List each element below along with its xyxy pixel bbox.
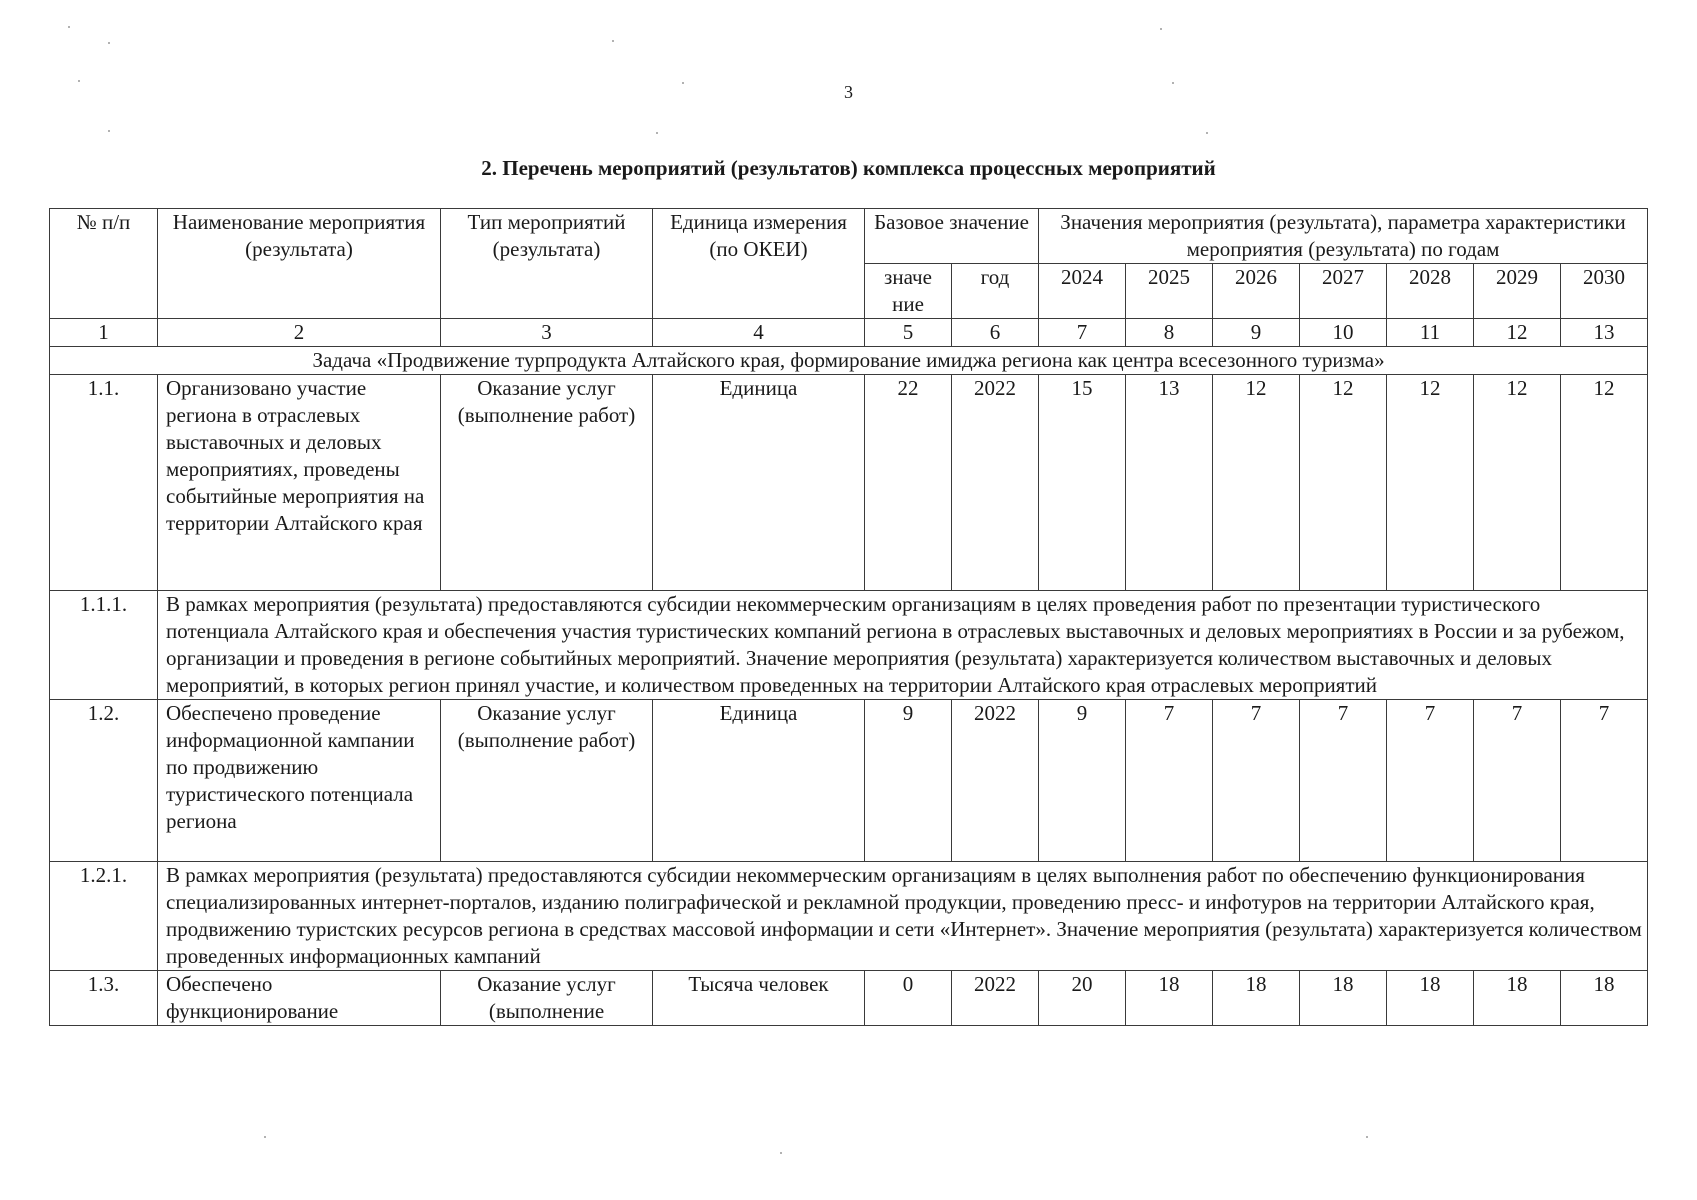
row-number: 1.2. xyxy=(50,700,158,862)
row-value-2029: 18 xyxy=(1474,971,1561,1026)
header-year: 2028 xyxy=(1387,264,1474,319)
header-base-year: год xyxy=(952,264,1039,319)
measures-table xyxy=(49,208,1648,1026)
header-year: 2029 xyxy=(1474,264,1561,319)
scan-speck xyxy=(1366,1136,1368,1138)
header-values: Значения мероприятия (результата), параметра характеристики мероприятия (результата) по годам xyxy=(1039,209,1648,264)
row-base-year: 2022 xyxy=(952,700,1039,862)
scan-speck xyxy=(78,80,80,82)
row-number: 1.3. xyxy=(50,971,158,1026)
column-number: 10 xyxy=(1300,319,1387,347)
row-base-value: 22 xyxy=(865,375,952,591)
header-row-1 xyxy=(50,209,1648,264)
row-type: Оказание услуг (выполнение работ) xyxy=(441,700,653,862)
column-number: 5 xyxy=(865,319,952,347)
column-number: 11 xyxy=(1387,319,1474,347)
column-number: 7 xyxy=(1039,319,1126,347)
table-row xyxy=(50,700,1648,862)
scan-speck xyxy=(108,42,110,44)
row-number: 1.1. xyxy=(50,375,158,591)
row-value-2029: 12 xyxy=(1474,375,1561,591)
row-value-2027: 18 xyxy=(1300,971,1387,1026)
row-value-2029: 7 xyxy=(1474,700,1561,862)
table-row xyxy=(50,971,1648,1026)
header-number: № п/п xyxy=(50,209,158,319)
row-base-year: 2022 xyxy=(952,375,1039,591)
scan-speck xyxy=(264,1136,266,1138)
row-unit: Тысяча человек xyxy=(653,971,865,1026)
task-row xyxy=(50,347,1648,375)
scan-speck xyxy=(656,132,658,134)
table-row xyxy=(50,375,1648,591)
row-number: 1.1.1. xyxy=(50,591,158,700)
column-numbers-row xyxy=(50,319,1648,347)
scan-speck xyxy=(68,26,70,28)
row-type: Оказание услуг (выполнение xyxy=(441,971,653,1026)
scan-speck xyxy=(1160,28,1162,30)
row-value-2027: 12 xyxy=(1300,375,1387,591)
row-base-year: 2022 xyxy=(952,971,1039,1026)
column-number: 1 xyxy=(50,319,158,347)
page-number: 3 xyxy=(844,82,853,102)
row-unit: Единица xyxy=(653,375,865,591)
row-name: Обеспечено функционирование xyxy=(158,971,441,1026)
row-value-2028: 18 xyxy=(1387,971,1474,1026)
scan-speck xyxy=(682,82,684,84)
row-description: В рамках мероприятия (результата) предоставляются субсидии некоммерческим организациям в целях проведения работ по презентации туристического потенциала Алтайского края и обеспечения участия туристических компаний региона в отраслевых выставочных и деловых мероприятиях в России и за рубежом, организации и проведения в регионе событийных мероприятий. Значение мероприятия (результата) характеризуется количеством выставочных и деловых мероприятий, в которых регион принял участие, и количеством проведенных на территории Алтайского края отраслевых мероприятий xyxy=(158,591,1648,700)
column-number: 3 xyxy=(441,319,653,347)
row-name: Обеспечено проведение информационной кампании по продвижению туристического потенциала региона xyxy=(158,700,441,862)
header-year: 2024 xyxy=(1039,264,1126,319)
row-type: Оказание услуг (выполнение работ) xyxy=(441,375,653,591)
row-value-2030: 12 xyxy=(1561,375,1648,591)
row-value-2025: 18 xyxy=(1126,971,1213,1026)
header-year: 2026 xyxy=(1213,264,1300,319)
row-base-value: 0 xyxy=(865,971,952,1026)
row-value-2025: 7 xyxy=(1126,700,1213,862)
table-row xyxy=(50,862,1648,971)
header-year: 2027 xyxy=(1300,264,1387,319)
column-number: 13 xyxy=(1561,319,1648,347)
row-value-2024: 20 xyxy=(1039,971,1126,1026)
row-description: В рамках мероприятия (результата) предоставляются субсидии некоммерческим организациям в целях выполнения работ по обеспечению функционирования специализированных интернет-порталов, изданию полиграфической и рекламной продукции, проведению пресс- и инфотуров на территории Алтайского края, продвижению туристских ресурсов региона в средствах массовой информации и сети «Интернет». Значение мероприятия (результата) характеризуется количеством проведенных информационных кампаний xyxy=(158,862,1648,971)
column-number: 6 xyxy=(952,319,1039,347)
column-number: 4 xyxy=(653,319,865,347)
row-value-2028: 7 xyxy=(1387,700,1474,862)
scan-speck xyxy=(780,1152,782,1154)
scan-speck xyxy=(612,40,614,42)
row-value-2026: 12 xyxy=(1213,375,1300,591)
column-number: 12 xyxy=(1474,319,1561,347)
row-value-2030: 7 xyxy=(1561,700,1648,862)
row-number: 1.2.1. xyxy=(50,862,158,971)
column-number: 9 xyxy=(1213,319,1300,347)
header-year: 2030 xyxy=(1561,264,1648,319)
row-value-2026: 18 xyxy=(1213,971,1300,1026)
scan-speck xyxy=(108,130,110,132)
table-row xyxy=(50,591,1648,700)
header-unit: Единица измерения (по ОКЕИ) xyxy=(653,209,865,319)
header-year: 2025 xyxy=(1126,264,1213,319)
row-value-2024: 9 xyxy=(1039,700,1126,862)
row-value-2025: 13 xyxy=(1126,375,1213,591)
header-base: Базовое значение xyxy=(865,209,1039,264)
row-base-value: 9 xyxy=(865,700,952,862)
row-name: Организовано участие региона в отраслевых выставочных и деловых мероприятиях, проведены событийные мероприятия на территории Алтайского края xyxy=(158,375,441,591)
column-number: 8 xyxy=(1126,319,1213,347)
header-name: Наименование мероприятия (результата) xyxy=(158,209,441,319)
scan-speck xyxy=(1172,82,1174,84)
row-value-2024: 15 xyxy=(1039,375,1126,591)
row-value-2030: 18 xyxy=(1561,971,1648,1026)
column-number: 2 xyxy=(158,319,441,347)
row-value-2026: 7 xyxy=(1213,700,1300,862)
row-unit: Единица xyxy=(653,700,865,862)
header-base-value: значе ние xyxy=(865,264,952,319)
row-value-2027: 7 xyxy=(1300,700,1387,862)
scan-speck xyxy=(1206,132,1208,134)
task-title: Задача «Продвижение турпродукта Алтайского края, формирование имиджа региона как центра всесезонного туризма» xyxy=(50,347,1648,375)
header-type: Тип мероприятий (результата) xyxy=(441,209,653,319)
row-value-2028: 12 xyxy=(1387,375,1474,591)
document-title: 2. Перечень мероприятий (результатов) комплекса процессных мероприятий xyxy=(481,156,1216,180)
